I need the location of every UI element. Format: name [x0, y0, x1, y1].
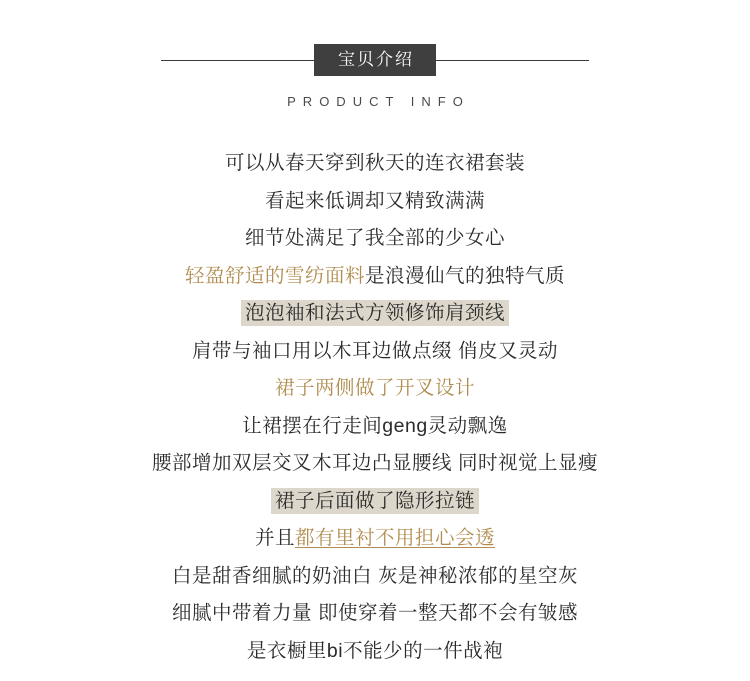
description-segment: 裙子后面做了隐形拉链 — [271, 488, 479, 514]
description-line — [172, 558, 578, 596]
divider-right — [436, 60, 589, 61]
description-line — [247, 633, 503, 671]
description-line — [172, 595, 578, 633]
description-segment: 可以从春天穿到秋天的连衣裙套装 — [224, 152, 525, 174]
description-line — [271, 483, 479, 521]
description-segment: 让裙摆在行走间geng灵动飘逸 — [242, 414, 508, 437]
description-line — [242, 408, 507, 446]
description-line — [241, 295, 509, 333]
description-segment: 肩带与袖口用以木耳边做点缀 俏皮又灵动 — [192, 339, 558, 362]
description-segment: 都有里衬不用担心会透 — [295, 527, 496, 549]
description-line — [275, 370, 475, 408]
description-segment: 看起来低调却又精致满满 — [264, 189, 485, 212]
description-segment: 细节处满足了我全部的少女心 — [244, 227, 505, 249]
description-segment: 腰部增加双层交叉木耳边凸显腰线 同时视觉上显瘦 — [152, 452, 598, 474]
title-row — [0, 44, 750, 76]
description-segment: 细腻中带着力量 即使穿着一整天都不会有皱感 — [172, 602, 578, 624]
description-line — [185, 258, 565, 296]
description-segment: 白是甜香细腻的奶油白 灰是神秘浓郁的星空灰 — [172, 564, 578, 587]
description-segment: 是衣橱里bi不能少的一件战袍 — [246, 639, 504, 662]
description-line — [255, 520, 495, 558]
description-line — [225, 145, 525, 183]
section-header — [0, 0, 750, 109]
description-lines — [0, 145, 750, 670]
description-line — [192, 333, 558, 371]
description-line — [265, 183, 485, 221]
section-title-badge: 宝贝介绍 — [314, 44, 436, 76]
description-segment: 裙子两侧做了开叉设计 — [274, 377, 475, 399]
description-segment: 并且 — [254, 527, 295, 549]
description-segment: 是浪漫仙气的独特气质 — [365, 264, 566, 287]
description-line — [245, 220, 505, 258]
description-line — [152, 445, 598, 483]
divider-left — [161, 60, 314, 61]
section-subtitle: PRODUCT INFO — [287, 94, 470, 109]
description-segment: 轻盈舒适的雪纺面料 — [184, 264, 365, 287]
description-segment: 泡泡袖和法式方领修饰肩颈线 — [241, 300, 509, 326]
